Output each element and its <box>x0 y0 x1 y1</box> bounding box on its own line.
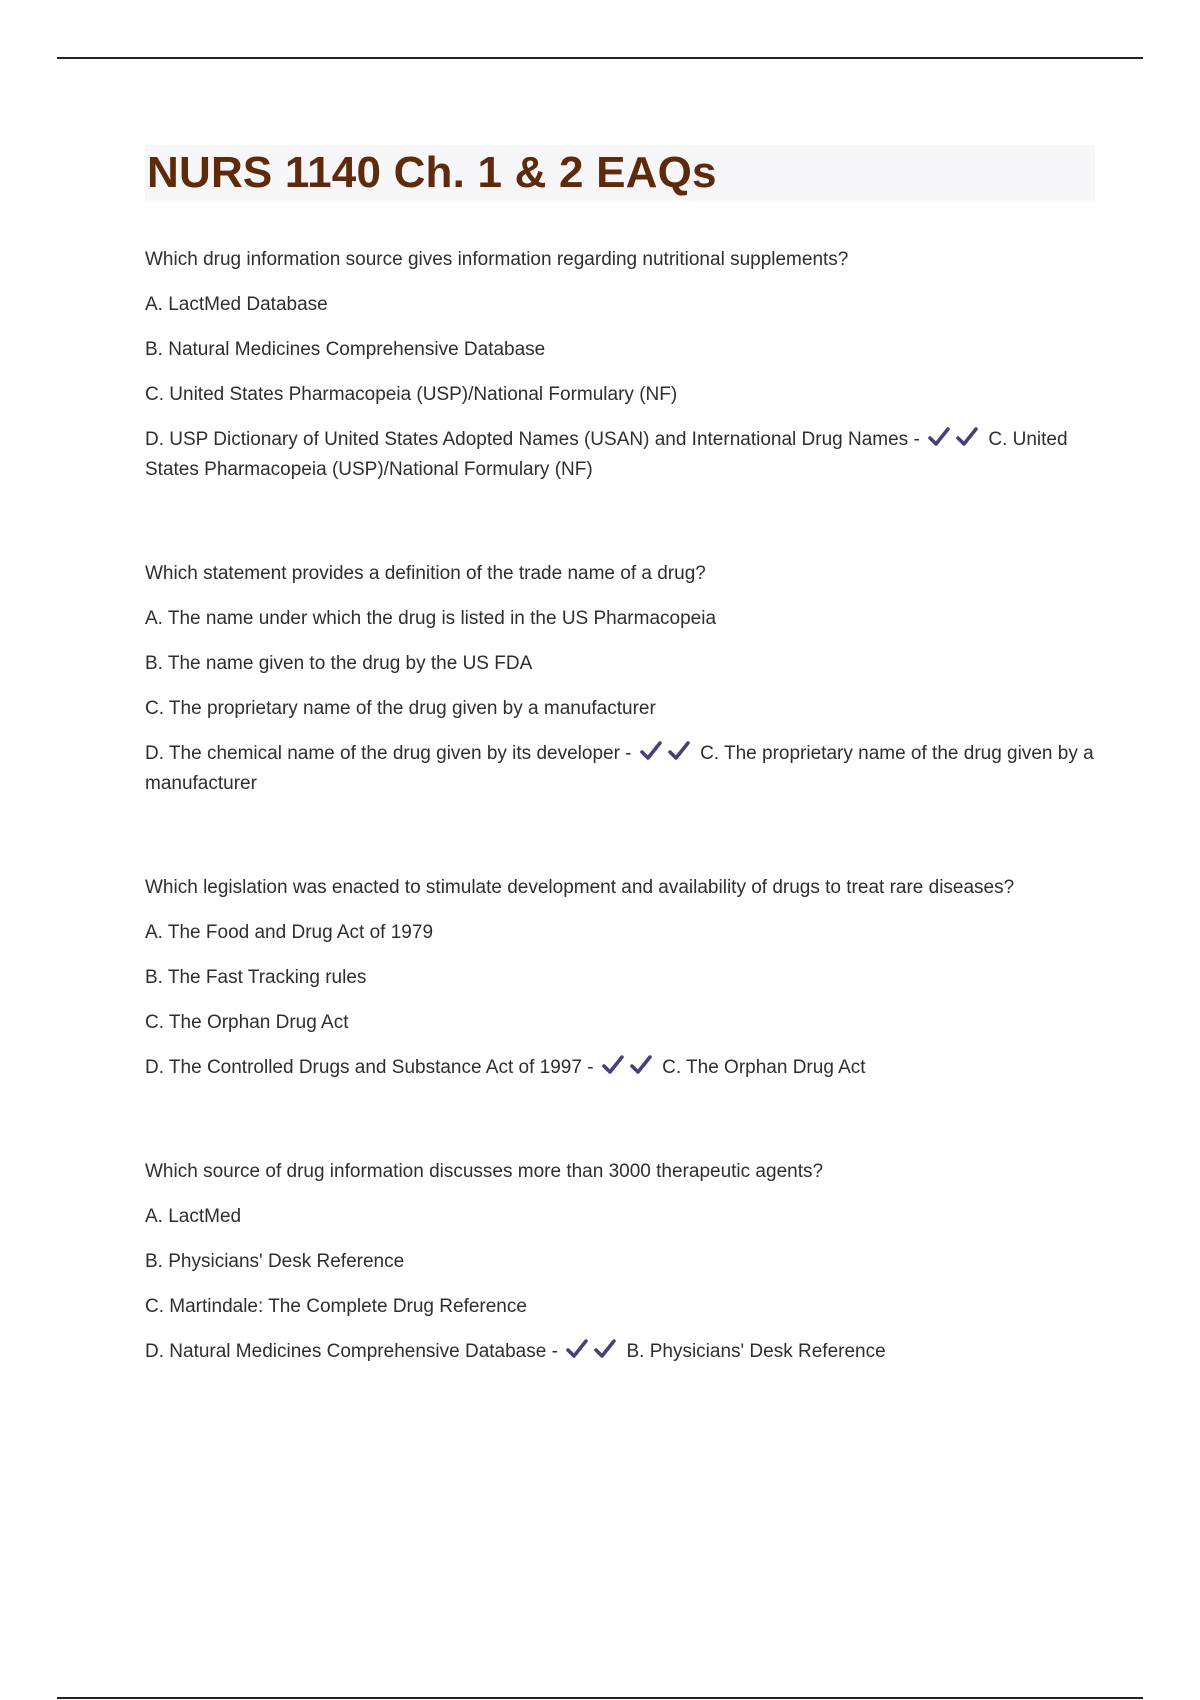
option-b: B. Physicians' Desk Reference <box>145 1251 405 1272</box>
document-body <box>145 145 1095 1441</box>
question-text: Which legislation was enacted to stimulate development and availability of drugs to treat rare diseases? <box>145 877 1015 898</box>
option-a: A. The name under which the drug is listed in the US Pharmacopeia <box>145 608 717 629</box>
bottom-rule <box>57 1697 1143 1699</box>
check-icon <box>565 1338 589 1360</box>
question-text: Which drug information source gives information regarding nutritional supplements? <box>145 249 849 270</box>
question-text: Which source of drug information discusses more than 3000 therapeutic agents? <box>145 1161 824 1182</box>
option-d: D. Natural Medicines Comprehensive Database - <box>145 1341 558 1362</box>
answer-checks <box>565 1341 626 1362</box>
document-title: NURS 1140 Ch. 1 & 2 EAQs <box>147 148 717 197</box>
answer-checks <box>601 1057 662 1078</box>
option-a: A. LactMed Database <box>145 294 328 315</box>
question-block <box>145 1157 1095 1367</box>
option-d-with-answer <box>145 739 1095 799</box>
option-b: B. The Fast Tracking rules <box>145 967 367 988</box>
option-a: A. LactMed <box>145 1206 242 1227</box>
correct-answer: B. Physicians' Desk Reference <box>626 1341 886 1362</box>
question-block <box>145 245 1095 485</box>
check-icon <box>667 740 691 762</box>
option-a: A. The Food and Drug Act of 1979 <box>145 922 434 943</box>
question-block <box>145 873 1095 1083</box>
check-icon <box>927 426 951 448</box>
option-b: B. Natural Medicines Comprehensive Database <box>145 339 546 360</box>
check-icon <box>629 1054 653 1076</box>
option-d: D. The chemical name of the drug given by its developer - <box>145 743 632 764</box>
option-c: C. The proprietary name of the drug given by a manufacturer <box>145 698 656 719</box>
option-d: D. The Controlled Drugs and Substance Act of 1997 - <box>145 1057 594 1078</box>
option-c: C. United States Pharmacopeia (USP)/National Formulary (NF) <box>145 384 678 405</box>
option-b: B. The name given to the drug by the US FDA <box>145 653 533 674</box>
check-icon <box>955 426 979 448</box>
answer-checks <box>639 743 700 764</box>
option-d: D. USP Dictionary of United States Adopted Names (USAN) and International Drug Names - <box>145 429 920 450</box>
option-c: C. Martindale: The Complete Drug Reference <box>145 1296 527 1317</box>
check-icon <box>639 740 663 762</box>
question-text: Which statement provides a definition of the trade name of a drug? <box>145 563 706 584</box>
top-rule <box>57 57 1143 59</box>
question-block <box>145 559 1095 799</box>
option-d-with-answer <box>145 425 1095 485</box>
correct-answer: C. United States Pharmacopeia (USP)/National Formulary (NF) <box>145 429 1068 480</box>
option-d-with-answer <box>145 1337 1095 1367</box>
title-band <box>145 145 1095 201</box>
check-icon <box>601 1054 625 1076</box>
option-c: C. The Orphan Drug Act <box>145 1012 349 1033</box>
check-icon <box>593 1338 617 1360</box>
correct-answer: C. The proprietary name of the drug given by a manufacturer <box>145 743 1094 794</box>
correct-answer: C. The Orphan Drug Act <box>662 1057 866 1078</box>
option-d-with-answer <box>145 1053 1095 1083</box>
answer-checks <box>927 429 988 450</box>
